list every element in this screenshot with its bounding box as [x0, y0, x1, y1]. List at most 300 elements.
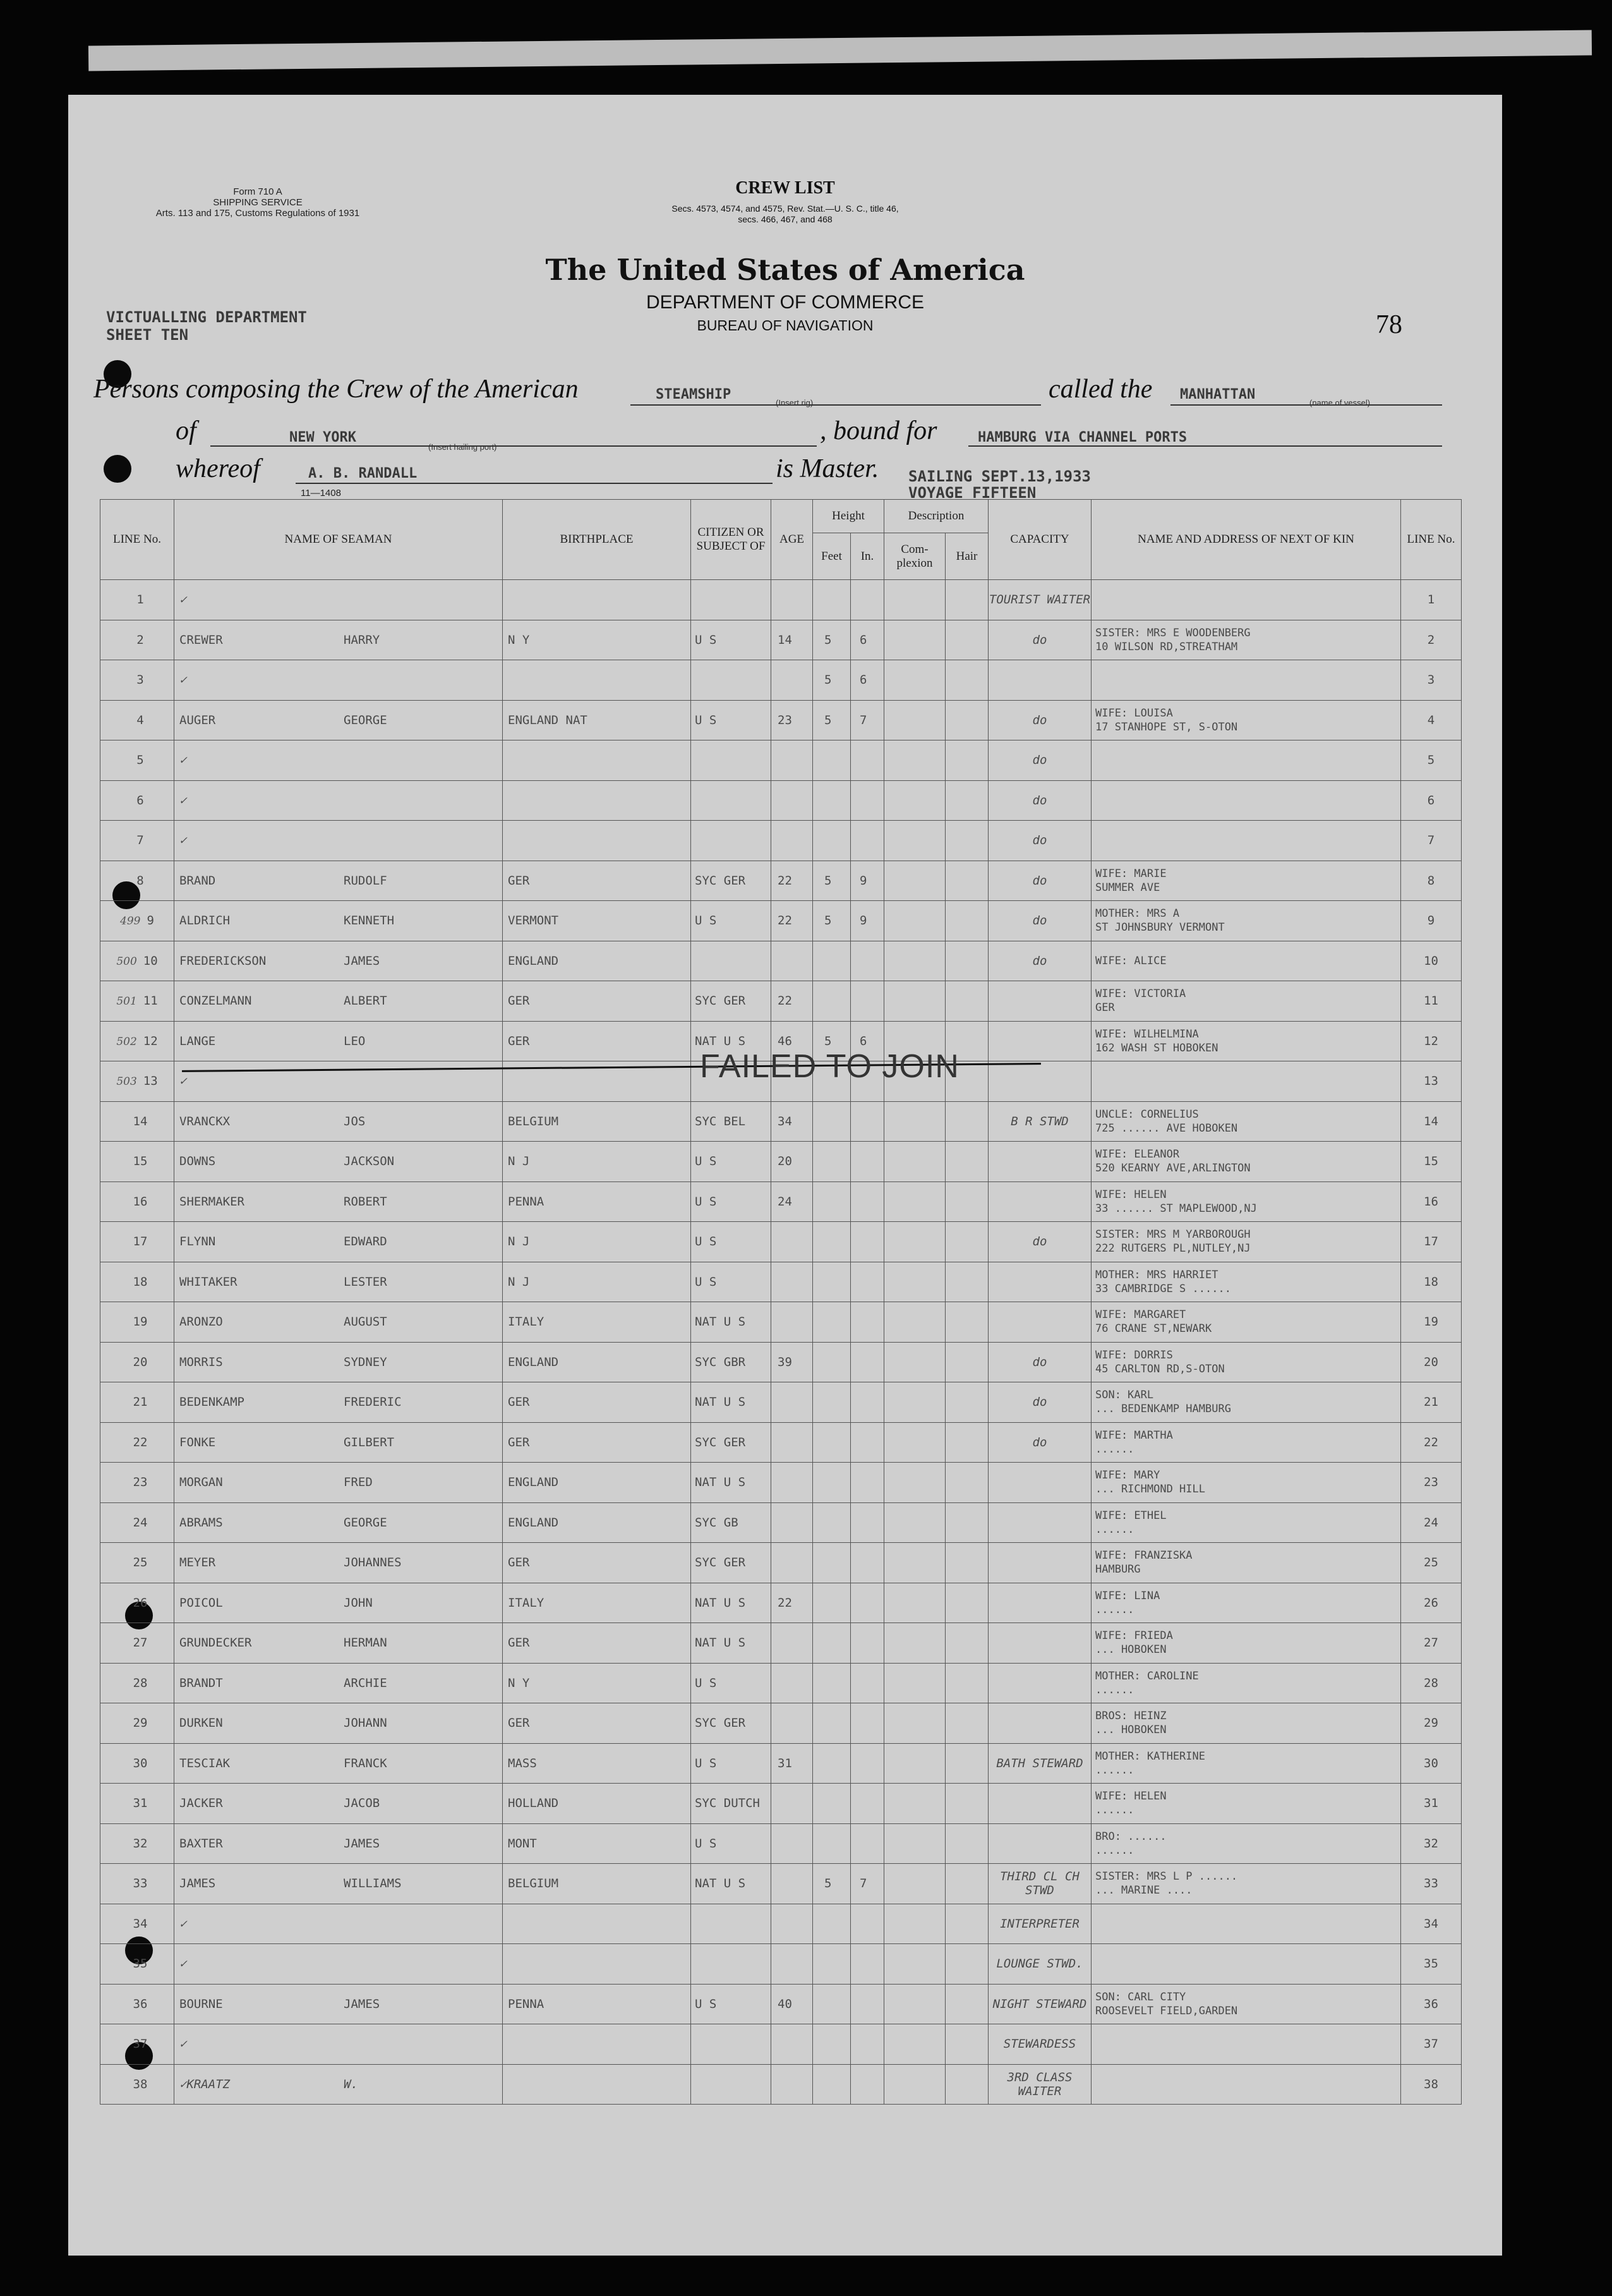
line-number-right: 2: [1427, 632, 1435, 647]
capacity: do: [1032, 793, 1047, 807]
table-cell: [1401, 1342, 1462, 1382]
table-cell: [503, 1864, 691, 1904]
table-cell: [1401, 981, 1462, 1022]
table-cell: [1401, 1222, 1462, 1262]
next-of-kin-name: MOTHER: CAROLINE: [1095, 1669, 1199, 1683]
height-inches: 7: [860, 1876, 867, 1891]
table-cell: [503, 821, 691, 861]
next-of-kin-name: BRO: ......: [1095, 1830, 1167, 1843]
table-cell: [503, 1021, 691, 1061]
table-cell: [1401, 2064, 1462, 2105]
seaman-surname: ARONZO: [179, 1315, 223, 1329]
next-of-kin-address: ... BEDENKAMP HAMBURG: [1095, 1403, 1231, 1416]
table-cell: [946, 1422, 989, 1463]
table-cell: [1092, 1181, 1401, 1222]
table-cell: [946, 1502, 989, 1543]
seaman-given-name: W.: [344, 2077, 358, 2091]
table-cell: [851, 620, 884, 660]
table-cell: [691, 1302, 771, 1343]
margin-number: 503: [116, 1075, 137, 1089]
line-number-right: 23: [1424, 1475, 1438, 1490]
table-cell: [1401, 1583, 1462, 1623]
line-number: 18: [133, 1274, 148, 1289]
table-cell: [946, 981, 989, 1022]
line-number: 27: [133, 1636, 148, 1650]
table-cell: [989, 780, 1092, 821]
height-inches: [851, 1716, 860, 1730]
table-cell: [946, 1181, 989, 1222]
table-cell: [174, 1382, 503, 1423]
line-number: 8: [136, 873, 144, 888]
citizenship: SYC GER: [695, 994, 746, 1008]
rig-line: [630, 404, 1041, 406]
table-cell: [503, 1463, 691, 1503]
seaman-surname: ✓KRAATZ: [179, 2077, 231, 2091]
next-of-kin-address: HAMBURG: [1095, 1563, 1141, 1576]
table-row: [100, 901, 1462, 941]
table-cell: [813, 700, 851, 740]
line-number: 5: [136, 753, 144, 768]
table-cell: [813, 1262, 851, 1302]
table-cell: [1092, 700, 1401, 740]
table-cell: [771, 1222, 813, 1262]
table-cell: [100, 780, 174, 821]
line-number: 4: [136, 713, 144, 727]
line-number-right: 33: [1424, 1876, 1438, 1891]
citizenship: SYC GER: [695, 1435, 746, 1449]
table-cell: [1092, 901, 1401, 941]
next-of-kin-name: MOTHER: MRS A: [1095, 907, 1180, 921]
citizenship: SYC DUTCH: [695, 1796, 760, 1811]
next-of-kin-address: ... MARINE ....: [1095, 1884, 1193, 1897]
table-cell: [771, 1101, 813, 1142]
age: [771, 954, 778, 968]
capacity: do: [1032, 1435, 1047, 1449]
table-cell: [1401, 901, 1462, 941]
table-cell: [989, 1944, 1092, 1985]
height-feet: [813, 1837, 824, 1851]
sailing-date: SAILING SEPT.13,1933: [908, 468, 1091, 485]
table-cell: [813, 620, 851, 660]
table-cell: [1401, 2024, 1462, 2065]
height-inches: [851, 1596, 860, 1610]
height-inches: [851, 593, 860, 607]
vessel-hint: (name of vessel): [1309, 398, 1371, 408]
table-cell: [884, 1583, 946, 1623]
line-number-right: 30: [1424, 1756, 1438, 1770]
table-cell: [691, 861, 771, 901]
line-number-right: 4: [1427, 713, 1435, 727]
seaman-surname: FREDERICKSON: [179, 953, 267, 968]
height-inches: [851, 994, 860, 1008]
table-cell: [989, 1864, 1092, 1904]
line-number: 32: [133, 1836, 148, 1851]
table-cell: [174, 620, 503, 660]
table-cell: [1092, 740, 1401, 781]
crew-list-sheet: [68, 95, 1502, 2256]
capacity: do: [1032, 713, 1047, 727]
citizenship: U S: [695, 1997, 717, 2011]
citizenship: [691, 673, 695, 687]
seaman-surname: LANGE: [179, 1034, 216, 1048]
citizenship: SYC GB: [695, 1515, 738, 1530]
table-cell: [771, 1142, 813, 1182]
table-cell: [813, 821, 851, 861]
age: [771, 1917, 778, 1931]
table-cell: [100, 1262, 174, 1302]
next-of-kin-address: 162 WASH ST HOBOKEN: [1095, 1041, 1218, 1054]
capacity: B R STWD: [1011, 1114, 1069, 1128]
height-inches: [851, 1275, 860, 1289]
line-number-right: 36: [1424, 1997, 1438, 2011]
table-row: [100, 1703, 1462, 1744]
table-cell: [771, 1382, 813, 1423]
table-cell: [813, 861, 851, 901]
height-inches: [851, 1676, 860, 1690]
table-cell: [771, 1864, 813, 1904]
next-of-kin-name: BROS: HEINZ: [1095, 1710, 1167, 1723]
table-cell: [100, 1382, 174, 1423]
table-cell: [771, 620, 813, 660]
birthplace: GER: [508, 1636, 530, 1650]
line-number: 28: [133, 1676, 148, 1690]
bureau-name: BUREAU OF NAVIGATION: [697, 317, 874, 334]
seaman-given-name: WILLIAMS: [344, 1876, 402, 1891]
table-cell: [174, 901, 503, 941]
table-cell: [989, 941, 1092, 981]
seaman-surname: WHITAKER: [179, 1274, 238, 1289]
citizenship: NAT U S: [695, 1595, 746, 1610]
table-cell: [691, 1463, 771, 1503]
birthplace: GER: [508, 1556, 530, 1570]
table-row: [100, 1342, 1462, 1382]
age: [771, 833, 778, 847]
table-cell: [1092, 861, 1401, 901]
table-cell: [1401, 821, 1462, 861]
citizenship: U S: [695, 1274, 717, 1289]
table-cell: [503, 1543, 691, 1583]
height-feet: [813, 1195, 824, 1209]
line-number: 33: [133, 1876, 148, 1891]
table-cell: [100, 901, 174, 941]
seaman-surname: ✓: [179, 1957, 187, 1971]
seaman-given-name: ROBERT: [344, 1194, 387, 1209]
seaman-surname: MEYER: [179, 1556, 216, 1570]
age: 20: [778, 1154, 792, 1169]
table-cell: [813, 1823, 851, 1864]
seaman-given-name: KENNETH: [344, 914, 395, 928]
table-cell: [691, 2024, 771, 2065]
table-cell: [813, 981, 851, 1022]
table-cell: [771, 700, 813, 740]
height-feet: [813, 1756, 824, 1770]
table-cell: [813, 580, 851, 620]
table-cell: [884, 1302, 946, 1343]
table-cell: [884, 2024, 946, 2065]
next-of-kin-address: GER: [1095, 1001, 1115, 1015]
line-number-right: 7: [1427, 833, 1435, 848]
table-cell: [813, 1101, 851, 1142]
table-cell: [100, 1663, 174, 1703]
next-of-kin-address: ......: [1095, 1603, 1134, 1616]
line-number-right: 21: [1424, 1395, 1438, 1410]
table-cell: [813, 1663, 851, 1703]
table-cell: [1092, 1502, 1401, 1543]
height-feet: [813, 1636, 824, 1650]
table-cell: [989, 1181, 1092, 1222]
height-inches: 6: [860, 1034, 867, 1048]
table-cell: [771, 1743, 813, 1784]
capacity: THIRD CL CH STWD: [1000, 1870, 1080, 1898]
age: [771, 1716, 778, 1730]
table-row: [100, 821, 1462, 861]
table-cell: [1092, 780, 1401, 821]
table-cell: [100, 1181, 174, 1222]
table-cell: [174, 1142, 503, 1182]
table-cell: [771, 1463, 813, 1503]
birthplace: N J: [508, 1154, 530, 1169]
next-of-kin-name: WIFE: MARGARET: [1095, 1308, 1186, 1322]
table-row: [100, 660, 1462, 701]
citizenship: [691, 2037, 695, 2051]
age: [771, 794, 778, 807]
seaman-given-name: ARCHIE: [344, 1676, 387, 1690]
table-cell: [503, 861, 691, 901]
table-cell: [884, 1663, 946, 1703]
table-cell: [989, 580, 1092, 620]
is-master-label: is Master.: [776, 454, 879, 483]
table-cell: [691, 1623, 771, 1664]
line-number-right: 6: [1427, 793, 1435, 807]
seaman-surname: ✓: [179, 1074, 187, 1089]
line-number-right: 34: [1424, 1916, 1438, 1931]
table-cell: [1092, 1984, 1401, 2024]
table-cell: [771, 1823, 813, 1864]
line-number: 12: [143, 1034, 158, 1048]
table-cell: [1092, 1463, 1401, 1503]
table-cell: [946, 1101, 989, 1142]
capacity: TOURIST WAITER: [989, 593, 1091, 607]
table-cell: [691, 1784, 771, 1824]
height-feet: [813, 1435, 824, 1449]
table-cell: [503, 1262, 691, 1302]
table-cell: [174, 821, 503, 861]
table-cell: [989, 740, 1092, 781]
age: 39: [778, 1355, 792, 1369]
height-inches: [851, 1516, 860, 1530]
table-cell: [813, 1583, 851, 1623]
height-feet: [813, 1275, 824, 1289]
table-cell: [946, 861, 989, 901]
height-feet: [813, 794, 824, 807]
capacity: do: [1032, 953, 1047, 968]
next-of-kin-name: WIFE: VICTORIA: [1095, 988, 1186, 1001]
seaman-surname: MORGAN: [179, 1475, 223, 1490]
table-cell: [813, 1743, 851, 1784]
table-cell: [989, 1703, 1092, 1744]
height-feet: [813, 1355, 824, 1369]
table-row: [100, 1262, 1462, 1302]
table-cell: [813, 1181, 851, 1222]
table-cell: [851, 1262, 884, 1302]
table-cell: [100, 1543, 174, 1583]
age: [771, 1556, 778, 1569]
table-cell: [100, 821, 174, 861]
table-cell: [1401, 580, 1462, 620]
next-of-kin-name: WIFE: ELEANOR: [1095, 1148, 1180, 1161]
form-regs: Arts. 113 and 175, Customs Regulations of 1931: [155, 208, 360, 219]
table-cell: [851, 981, 884, 1022]
table-cell: [1401, 1663, 1462, 1703]
table-cell: [691, 1382, 771, 1423]
capacity: BATH STEWARD: [996, 1756, 1083, 1770]
table-cell: [174, 1703, 503, 1744]
table-cell: [1401, 620, 1462, 660]
table-cell: [1401, 1543, 1462, 1583]
table-cell: [851, 780, 884, 821]
birthplace: N J: [508, 1274, 530, 1289]
top-paper-strip: [88, 30, 1592, 71]
table-cell: [851, 1222, 884, 1262]
next-of-kin-name: MOTHER: MRS HARRIET: [1095, 1268, 1218, 1281]
next-of-kin-name: SON: CARL CITY: [1095, 1990, 1186, 2003]
birthplace: BELGIUM: [508, 1876, 559, 1891]
table-row: [100, 1823, 1462, 1864]
table-cell: [884, 1262, 946, 1302]
table-cell: [989, 1743, 1092, 1784]
height-inches: [851, 1235, 860, 1248]
citizenship: [691, 593, 695, 607]
table-row: [100, 1222, 1462, 1262]
table-cell: [946, 1904, 989, 1944]
capacity: 3RD CLASS WAITER: [1007, 2070, 1073, 2098]
table-cell: [813, 1623, 851, 1664]
seaman-surname: BAXTER: [179, 1836, 223, 1851]
table-cell: [771, 1784, 813, 1824]
table-cell: [989, 1021, 1092, 1061]
citizenship: NAT U S: [695, 1034, 746, 1048]
table-cell: [1401, 1382, 1462, 1423]
rig-hint: (Insert rig): [776, 398, 814, 408]
next-of-kin-address: ... HOBOKEN: [1095, 1643, 1167, 1657]
seaman-surname: ✓: [179, 1916, 187, 1931]
seaman-surname: ABRAMS: [179, 1515, 223, 1530]
table-cell: [989, 1142, 1092, 1182]
table-cell: [989, 1262, 1092, 1302]
table-cell: [851, 740, 884, 781]
table-cell: [813, 1784, 851, 1824]
table-cell: [771, 660, 813, 701]
table-cell: [771, 780, 813, 821]
birthplace: GER: [508, 1716, 530, 1731]
table-row: [100, 1382, 1462, 1423]
line-number-right: 12: [1424, 1034, 1438, 1048]
seaman-given-name: AUGUST: [344, 1315, 387, 1329]
seaman-surname: CREWER: [179, 632, 223, 647]
department-name: DEPARTMENT OF COMMERCE: [646, 292, 925, 313]
table-cell: [1401, 1422, 1462, 1463]
table-cell: [813, 1984, 851, 2024]
height-feet: [813, 833, 824, 847]
form-secs-2: secs. 466, 467, and 468: [738, 214, 833, 224]
table-cell: [174, 1181, 503, 1222]
line-number: 6: [136, 793, 144, 807]
table-row: [100, 941, 1462, 981]
table-cell: [100, 1502, 174, 1543]
line-number: 21: [133, 1395, 148, 1410]
next-of-kin-name: SON: KARL: [1095, 1389, 1154, 1402]
line-number: 30: [133, 1756, 148, 1770]
table-cell: [174, 1743, 503, 1784]
age: [771, 1876, 778, 1890]
citizenship: SYC GER: [695, 873, 746, 888]
citizenship: U S: [695, 1194, 717, 1209]
margin-number: 502: [116, 1035, 137, 1048]
declaration-prefix: Persons composing the Crew of the American: [93, 375, 579, 404]
table-cell: [1092, 1543, 1401, 1583]
seaman-given-name: JAMES: [344, 1836, 380, 1851]
height-feet: 5: [824, 673, 832, 687]
table-cell: [503, 700, 691, 740]
table-cell: [100, 2064, 174, 2105]
table-cell: [100, 1422, 174, 1463]
line-number: 7: [136, 833, 144, 848]
table-cell: [100, 1101, 174, 1142]
line-number-right: 29: [1424, 1716, 1438, 1731]
table-cell: [1092, 1061, 1401, 1102]
table-cell: [884, 1864, 946, 1904]
table-cell: [946, 1543, 989, 1583]
table-cell: [503, 2024, 691, 2065]
table-row: [100, 1302, 1462, 1343]
birthplace: [503, 2077, 508, 2091]
table-cell: [884, 1142, 946, 1182]
table-cell: [989, 1342, 1092, 1382]
table-cell: [771, 1543, 813, 1583]
table-cell: [1092, 821, 1401, 861]
table-cell: [851, 1463, 884, 1503]
table-cell: [771, 1262, 813, 1302]
birthplace: [503, 833, 508, 847]
bound-for-label: , bound for: [820, 416, 937, 445]
citizenship: U S: [695, 713, 717, 727]
form-title: CREW LIST: [735, 178, 835, 198]
citizenship: NAT U S: [695, 1315, 746, 1329]
age: [771, 2037, 778, 2051]
table-row: [100, 1623, 1462, 1664]
destination-line: [968, 445, 1442, 447]
age: 34: [778, 1114, 792, 1128]
of-label: of: [176, 416, 196, 445]
crew-rows: [100, 580, 1462, 2105]
seaman-given-name: GILBERT: [344, 1435, 395, 1449]
seaman-given-name: LESTER: [344, 1274, 387, 1289]
table-cell: [989, 620, 1092, 660]
hailing-port: NEW YORK: [289, 430, 356, 445]
height-feet: 5: [824, 632, 832, 647]
table-cell: [813, 1302, 851, 1343]
table-cell: [1401, 1021, 1462, 1061]
table-cell: [851, 1302, 884, 1343]
table-cell: [691, 981, 771, 1022]
table-cell: [1401, 700, 1462, 740]
table-row: [100, 1463, 1462, 1503]
table-cell: [503, 1583, 691, 1623]
table-cell: [100, 660, 174, 701]
table-cell: [691, 1864, 771, 1904]
next-of-kin-name: UNCLE: CORNELIUS: [1095, 1108, 1199, 1121]
table-cell: [884, 1502, 946, 1543]
